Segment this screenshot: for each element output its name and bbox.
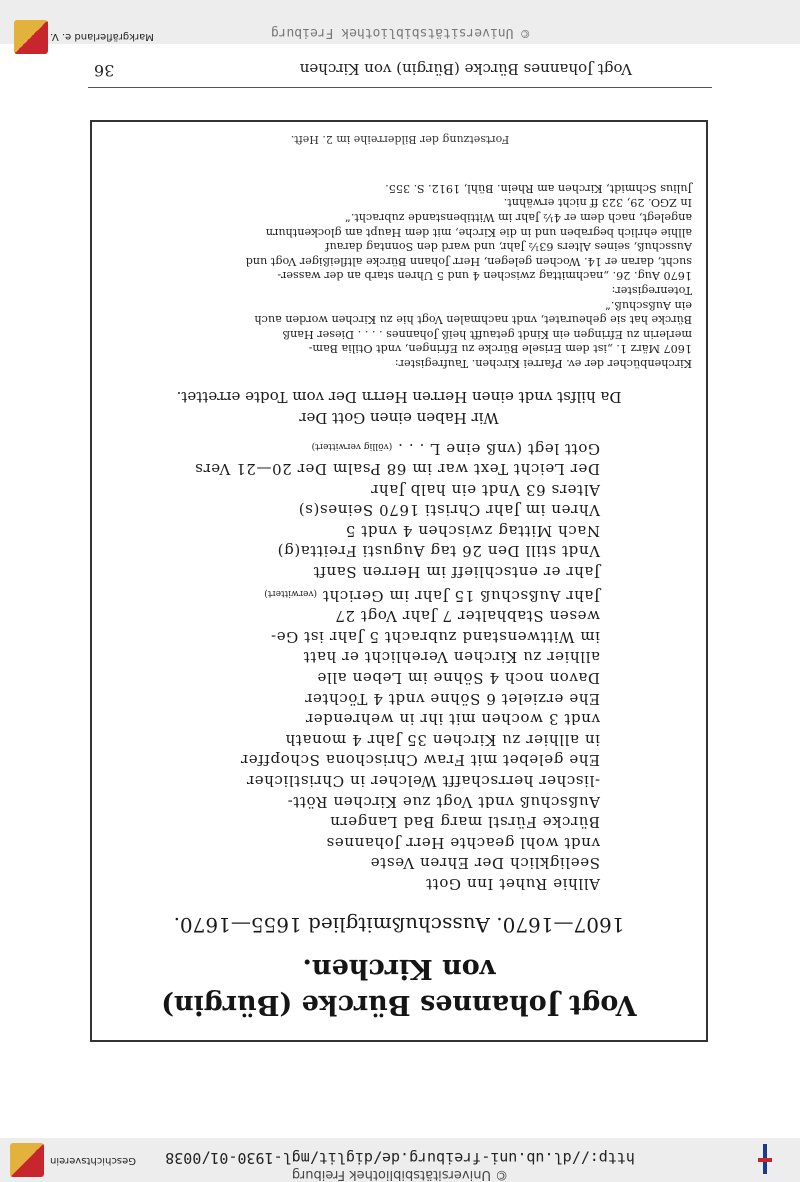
note-line: sucht, daran er 14. Wochen gelegen, Herr Johann Bürcke altfleißiger Vogt und bbox=[245, 254, 692, 268]
inscription-line bbox=[120, 500, 600, 521]
note-line: 1607 März 1. „ist dem Erisele Bürcke zu Efringen, vndt Otilia Bam- bbox=[308, 342, 692, 356]
inscription-line bbox=[120, 688, 600, 709]
inscription-text: -lischer herrschafft Welcher in Christlicher bbox=[246, 772, 600, 791]
inscription-text: Ehe erzielet 6 Söhne vndt 4 Töchter bbox=[304, 689, 600, 708]
note-line: Kirchenbücher der ev. Pfarrei Kirchen. Taufregister: bbox=[394, 357, 692, 370]
inscription-text: Nach Mittag zwischen 4 vndt 5 bbox=[345, 521, 600, 540]
inscription-line bbox=[120, 647, 600, 668]
note-line: Totenregister: bbox=[611, 284, 692, 298]
inscription-text: Ehe gelebet mit Fraw Chrischona Schopffer bbox=[240, 751, 600, 770]
inscription-line bbox=[120, 582, 600, 606]
page-title: Vogt Johannes Bürcke (Bürgin) bbox=[161, 989, 637, 1020]
inscription-text: Bürcke Fürstl marg Bad Langern bbox=[329, 813, 600, 832]
markgraeflerland-crest-icon bbox=[10, 1143, 44, 1177]
page-number: 36 bbox=[94, 61, 115, 80]
inscription-line bbox=[120, 520, 600, 541]
inscription-text: Der Leicht Text war im 68 Psalm Der 20—21 Vers bbox=[194, 460, 600, 479]
inscription-text: in allhier zu Kirchen 35 Jahr 4 monath bbox=[285, 730, 600, 749]
inscription-line bbox=[120, 709, 600, 730]
inscription-line bbox=[120, 770, 600, 791]
publisher-name: Markgräflerland e. V. bbox=[50, 31, 154, 42]
inscription-text: Davon noch 4 Söhne im Leben alle bbox=[316, 669, 600, 688]
inscription-line bbox=[120, 812, 600, 833]
inscription-line bbox=[120, 873, 600, 894]
inscription-line bbox=[120, 791, 600, 812]
inscription-text: Jahr er entschlieff im Herren Sanft bbox=[313, 563, 600, 582]
inscription-text: allhier zu Kirchen Verehlicht er hatt bbox=[303, 648, 600, 667]
inscription-line bbox=[120, 750, 600, 771]
inscription-text: Seeligklich Der Ehren Veste bbox=[370, 854, 600, 873]
document-url[interactable]: http://dl.ub.uni-freiburg.de/diglit/mgl-1930-01/0038 bbox=[165, 1149, 635, 1167]
note-line: Bürcke hat sie geheuratet, vndt nachmalen Vogt hie zu Kirchen worden auch bbox=[254, 313, 692, 327]
inscription-line bbox=[120, 729, 600, 750]
years-subtitle: 1607—1670. Ausschußmitglied 1655—1670. bbox=[173, 913, 625, 937]
inscription-line bbox=[120, 606, 600, 627]
inscription-text: Vhren im Jahr Christi 1670 Seines(s) bbox=[298, 501, 600, 520]
copyright-notice: © Universitätsbibliothek Freiburg bbox=[291, 1167, 509, 1182]
inscription-text: wesen Stabhalter 7 Jahr Vogt 27 bbox=[334, 607, 600, 626]
note-line: angelegt, nach dem er 4½ Jahr im Wittibenstande zubracht.“ bbox=[345, 211, 692, 225]
page-title-line2: von Kirchen. bbox=[302, 953, 496, 984]
inscription-line bbox=[120, 832, 600, 853]
inscription-text: im Wittwenstand zubracht 5 Jahr ist Ge- bbox=[270, 627, 600, 646]
closing-line: Da hilfst vndt einen Herren Herrn Der vom Todte errettet. bbox=[176, 388, 622, 406]
document-url-repeat: © Universitätsbibliothek Freiburg bbox=[270, 25, 530, 40]
inscription-line bbox=[120, 626, 600, 647]
inscription-line bbox=[120, 479, 600, 500]
inscription-text: vndt 3 wochen mit ihr in wehrender bbox=[305, 710, 600, 729]
ub-freiburg-logo-icon bbox=[758, 1144, 772, 1174]
epitaph-inscription bbox=[120, 435, 600, 894]
inscription-line bbox=[120, 459, 600, 480]
running-head: Vogt Johannes Bürcke (Bürgin) von Kirchen bbox=[299, 60, 632, 78]
inscription-text: vndt wohl geachte Herr Johannes bbox=[326, 833, 600, 852]
viewer-top-bar bbox=[0, 1138, 800, 1182]
note-line: Ausschuß, seines Alters 63½ Jahr, und ward den Sonntag darauf bbox=[325, 240, 692, 254]
publisher-short: Geschichtsverein bbox=[50, 1155, 136, 1166]
inscription-line bbox=[120, 435, 600, 459]
inscription-text: Alters 63 Vndt ein halb Jahr bbox=[370, 480, 600, 499]
note-line: allhie ehrlich begraben und in die Kirche, mit dem Haupt am glockenthurn bbox=[265, 225, 692, 239]
inscription-text: Vndt still Den 26 tag Augusti Freitta(g) bbox=[277, 542, 600, 561]
page-header bbox=[88, 54, 712, 82]
inscription-line bbox=[120, 541, 600, 562]
inscription-text: Gott legt (vnß eine L . . . bbox=[397, 439, 600, 458]
note-line: In ZGO. 29, 323 ff nicht erwähnt. bbox=[503, 196, 692, 210]
inscription-text: Außschuß vndt Vogt zue Kirchen Rött- bbox=[287, 792, 600, 811]
continuation-note: Fortsetzung der Bilderreihe im 2. Heft. bbox=[290, 133, 510, 146]
inscription-line bbox=[120, 667, 600, 688]
markgraeflerland-crest-icon bbox=[14, 20, 48, 54]
weathered-note: (völlig verwittert) bbox=[311, 440, 393, 451]
inscription-line bbox=[120, 562, 600, 583]
note-line: merlerin zu Efringen ein Kindt getaufft heiß Johannes . . . . Dieser Hanß bbox=[282, 327, 692, 341]
source-notes bbox=[102, 180, 692, 370]
note-line: ein Außschuß.“ bbox=[605, 298, 692, 312]
inscription-text: Allhie Ruhet Inn Gott bbox=[425, 875, 600, 893]
inscription-line bbox=[120, 853, 600, 874]
note-line: Julius Schmidt, Kirchen am Rhein. Bühl, 1912. S. 355. bbox=[385, 181, 692, 195]
closing-line: Wir Haben einen Gott Der bbox=[299, 409, 499, 427]
inscription-text: Jahr Außschuß 15 Jahr im Gericht bbox=[322, 586, 600, 605]
header-rule bbox=[88, 87, 712, 88]
note-line: 1670 Aug. 26. „nachmittag zwischen 4 und 5 Uhren starb an der wasser- bbox=[277, 269, 692, 283]
viewer-bottom-bar bbox=[0, 0, 800, 44]
weathered-note: (verwittert) bbox=[264, 587, 318, 598]
